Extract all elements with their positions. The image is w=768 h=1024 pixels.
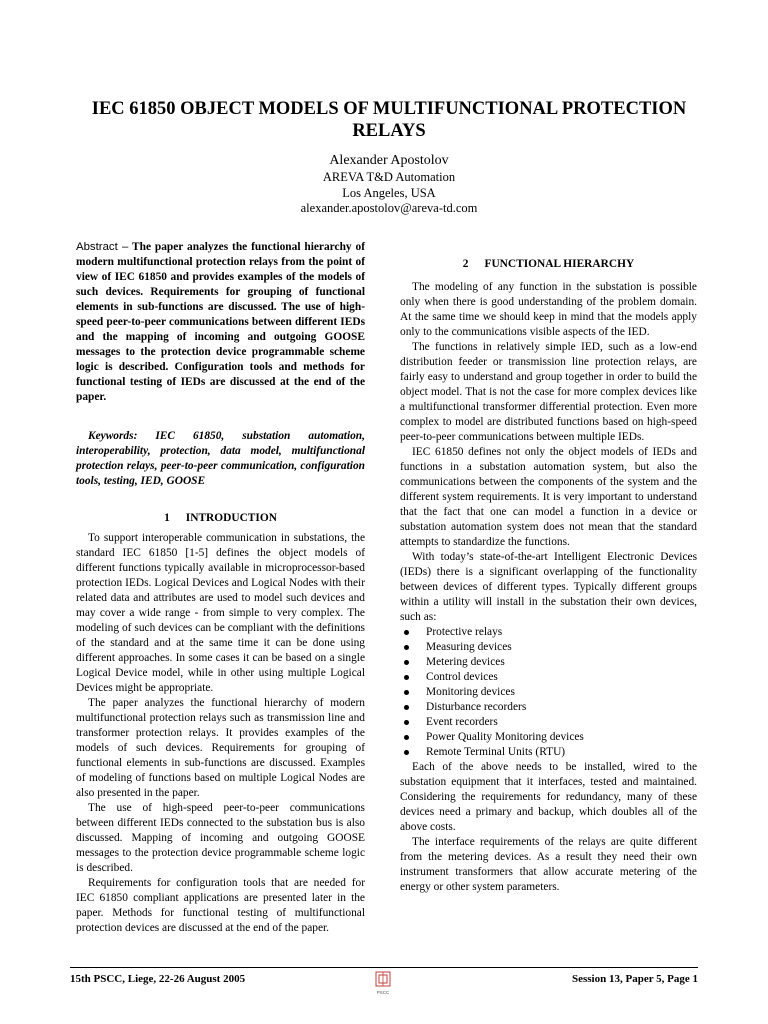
list-item-text: Event recorders (426, 716, 498, 728)
abstract-label: Abstract – (76, 241, 129, 253)
section-heading-introduction (76, 511, 365, 526)
list-item (400, 745, 697, 760)
svg-text:PSCC: PSCC (376, 990, 390, 995)
author-block (60, 152, 718, 217)
list-item-text: Control devices (426, 671, 498, 683)
section-number: 1 (164, 512, 170, 524)
keywords (76, 429, 365, 489)
paragraph: The paper analyzes the functional hierarchy of modern multifunctional protection relays such as transmission line and transformer protection relays. It provides examples of the models of such devices. Requirements for grouping of functional elements in sub-functions are discussed. Examples of modeling of functions based on multiple Logical Nodes are also presented in the paper. (76, 697, 365, 799)
left-column (76, 240, 365, 936)
paragraph: The interface requirements of the relays are quite different from the metering devices. As a result they need their own instrument transformers that allow accurate metering of the energy or other system parameters. (400, 836, 697, 893)
list-item (400, 700, 697, 715)
paragraph: Requirements for configuration tools that are needed for IEC 61850 compliant applications are presented later in the paper. Methods for functional testing of multifunctional protection devices are discussed at the end of the paper. (76, 877, 365, 934)
list-item (400, 670, 697, 685)
author-location: Los Angeles, USA (342, 185, 436, 200)
bullet-icon (404, 720, 409, 725)
paragraph: The use of high-speed peer-to-peer communications between different IEDs connected to the substation bus is also discussed. Mapping of incoming and outgoing GOOSE messages to the protection device programmable scheme logic is described. (76, 802, 365, 874)
list-item-text: Remote Terminal Units (RTU) (426, 746, 566, 758)
list-item-text: Disturbance recorders (426, 701, 527, 713)
section-title: FUNCTIONAL HIERARCHY (484, 258, 635, 270)
list-item-text: Protective relays (426, 626, 503, 638)
paragraph: IEC 61850 defines not only the object models of IEDs and functions in a substation automation system, but also the communications between the components of the system and the different system requirements. It is very important to understand that the fact that one can model a function in a device or substation automation system does not mean that the standard attempts to standardize the functions. (400, 446, 697, 548)
bullet-icon (404, 735, 409, 740)
paragraph: With today’s state-of-the-art Intelligent Electronic Devices (IEDs) there is a significant overlapping of the functionality between devices of different types. Typically different groups within a utility will install in the substation their own devices, such as: (400, 551, 697, 623)
author-email: alexander.apostolov@areva-td.com (300, 201, 478, 215)
section-title: INTRODUCTION (185, 512, 277, 524)
footer-page-info: Session 13, Paper 5, Page 1 (572, 973, 698, 985)
list-item (400, 685, 697, 700)
right-column (400, 257, 697, 895)
section-heading-functional-hierarchy (400, 257, 697, 272)
bullet-icon (404, 660, 409, 665)
author-name: Alexander Apostolov (329, 153, 449, 168)
bullet-icon (404, 705, 409, 710)
footer-divider (70, 967, 698, 968)
paragraph: Each of the above needs to be installed, wired to the substation equipment that it interfaces, tested and maintained. Considering the requirements for redundancy, many of these devices need a primary and backup, which doubles all of the above costs. (400, 761, 697, 833)
footer-conference: 15th PSCC, Liege, 22-26 August 2005 (70, 973, 246, 985)
keywords-label: Keywords: (88, 430, 138, 442)
section-number: 2 (462, 258, 469, 270)
device-list (400, 625, 697, 760)
paragraph: To support interoperable communication in substations, the standard IEC 61850 [1-5] defines the object models of different functions typically available in microprocessor-based protection IEDs. Logical Devices and Logical Nodes with their related data and attributes are used to model such devices and may cover a wide range - from simple to very complex. The modeling of such devices can be compliant with the definitions of the standard and at the same time it can be done using different approaches. In some cases it can be based on a single Logical Device model, while in other using multiple Logical Devices might be appropriate. (76, 532, 365, 694)
pscc-logo-icon (372, 970, 394, 996)
paper-title: IEC 61850 OBJECT MODELS OF MULTIFUNCTIONAL PROTECTION RELAYS (91, 99, 687, 141)
list-item-text: Power Quality Monitoring devices (426, 731, 584, 743)
paragraph: The functions in relatively simple IED, such as a low-end distribution feeder or transmission line protection relays, are fairly easy to understand and group together in order to build the object model. That is not the case for more complex devices like a multifunctional transformer differential protection. Even more complex to model are distributed functions based on high-speed peer-to-peer communications between multiple IEDs. (400, 341, 697, 443)
list-item (400, 655, 697, 670)
list-item (400, 625, 697, 640)
keywords-text: IEC 61850, substation automation, interoperability, protection, data model, multifunctional protection relays, peer-to-peer communication, configuration tools, testing, IED, GOOSE (76, 430, 365, 487)
list-item-text: Measuring devices (426, 641, 512, 653)
list-item (400, 715, 697, 730)
abstract (76, 240, 365, 405)
bullet-icon (404, 750, 409, 755)
list-item-text: Monitoring devices (426, 686, 515, 698)
list-item (400, 640, 697, 655)
list-item-text: Metering devices (426, 656, 505, 668)
abstract-text: The paper analyzes the functional hierarchy of modern multifunctional protection relays from the point of view of IEC 61850 and provides examples of the models of such devices. Requirements for grouping of functional elements in sub-functions are discussed. The use of high-speed peer-to-peer communications between different IEDs and the mapping of incoming and outgoing GOOSE messages to the protection device programmable scheme logic is described. Configuration tools and methods for functional testing of IEDs are discussed at the end of the paper. (76, 241, 365, 403)
bullet-icon (404, 690, 409, 695)
bullet-icon (404, 645, 409, 650)
paragraph: The modeling of any function in the substation is possible only when there is good understanding of the problem domain. At the same time we should keep in mind that the models apply only to the communications visible aspects of the IED. (400, 281, 697, 338)
list-item (400, 730, 697, 745)
author-affiliation: AREVA T&D Automation (322, 170, 456, 184)
bullet-icon (404, 630, 409, 635)
bullet-icon (404, 675, 409, 680)
